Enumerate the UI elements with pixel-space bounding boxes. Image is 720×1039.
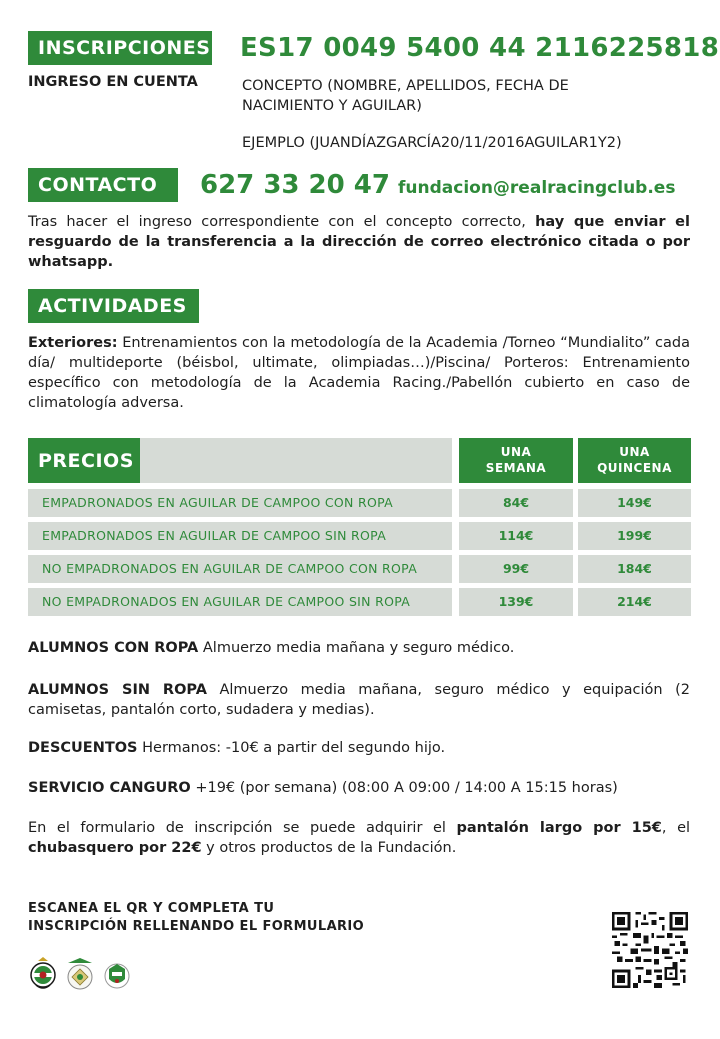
inscripciones-badge: INSCRIPCIONES	[28, 31, 212, 65]
aguilar-crest-icon	[64, 955, 96, 993]
row-price-quincena: 149€	[578, 489, 691, 517]
actividades-bold: Exteriores:	[28, 335, 118, 351]
sin-ropa-title: ALUMNOS SIN ROPA	[28, 682, 207, 698]
intro-bold: hay que enviar el resguardo de la transferencia a la dirección de correo electrónico citada o por whatsapp.	[28, 214, 690, 270]
row-price-quincena: 214€	[578, 588, 691, 616]
row-price-semana: 99€	[459, 555, 573, 583]
row-label: EMPADRONADOS EN AGUILAR DE CAMPOO CON ROPA	[28, 489, 452, 517]
form-text-3: y otros productos de la Fundación.	[201, 840, 457, 856]
sin-ropa-paragraph	[28, 680, 690, 720]
foundation-crest-icon	[102, 955, 132, 993]
descuentos-paragraph	[28, 738, 690, 758]
row-price-semana: 139€	[459, 588, 573, 616]
canguro-title: SERVICIO CANGURO	[28, 780, 191, 796]
con-ropa-title: ALUMNOS CON ROPA	[28, 640, 199, 656]
racing-crest-icon	[28, 955, 58, 993]
col-quincena-line1: UNA	[619, 445, 650, 459]
col-semana-line2: SEMANA	[485, 461, 547, 475]
con-ropa-text: Almuerzo media mañana y seguro médico.	[198, 640, 515, 656]
row-price-semana: 84€	[459, 489, 573, 517]
form-bold-1: pantalón largo por 15€	[456, 820, 662, 836]
row-price-semana: 114€	[459, 522, 573, 550]
intro-normal: Tras hacer el ingreso correspondiente con el concepto correcto,	[28, 214, 536, 230]
intro-paragraph	[28, 212, 690, 272]
precios-badge: PRECIOS	[28, 438, 140, 483]
scan-instructions	[28, 900, 364, 936]
scan-line-1: ESCANEA EL QR Y COMPLETA TU	[28, 901, 275, 916]
col-quincena-line2: QUINCENA	[597, 461, 672, 475]
actividades-text: Entrenamientos con la metodología de la Academia /Torneo “Mundialito” cada día/ multideporte (béisbol, ultimate, olimpiadas…)/Piscina/ Porteros: Entrenamiento específico con metodología de la Academia Racing./Pabellón cubierto en caso de climatología adversa.	[28, 335, 690, 411]
form-bold-2: chubasquero por 22€	[28, 840, 202, 856]
canguro-text: +19€ (por semana) (08:00 A 09:00 / 14:00 A 15:15 horas)	[190, 780, 618, 796]
actividades-paragraph	[28, 333, 690, 413]
contacto-badge: CONTACTO	[28, 168, 178, 202]
descuentos-text: Hermanos: -10€ a partir del segundo hijo.	[137, 740, 446, 756]
sin-ropa-text: Almuerzo media mañana, seguro médico y equipación (2 camisetas, pantalón corto, sudadera y medias).	[28, 682, 690, 718]
email-address[interactable]: fundacion@realracingclub.es	[398, 178, 676, 198]
row-label: NO EMPADRONADOS EN AGUILAR DE CAMPOO SIN ROPA	[28, 588, 452, 616]
row-price-quincena: 184€	[578, 555, 691, 583]
col-header-quincena	[578, 438, 691, 483]
iban-number: ES17 0049 5400 44 2116225818	[240, 33, 720, 63]
qr-code-icon[interactable]	[612, 912, 688, 988]
ejemplo-text: EJEMPLO (JUANDÍAZGARCÍA20/11/2016AGUILAR1Y2)	[242, 135, 622, 151]
formulario-paragraph	[28, 818, 690, 858]
col-header-semana	[459, 438, 573, 483]
form-text-1: En el formulario de inscripción se puede adquirir el	[28, 820, 457, 836]
con-ropa-paragraph	[28, 638, 690, 658]
scan-line-2: INSCRIPCIÓN RELLENANDO EL FORMULARIO	[28, 919, 365, 934]
ingreso-label: INGRESO EN CUENTA	[28, 74, 198, 90]
row-label: NO EMPADRONADOS EN AGUILAR DE CAMPOO CON ROPA	[28, 555, 452, 583]
col-semana-line1: UNA	[500, 445, 532, 459]
phone-number: 627 33 20 47	[200, 170, 390, 200]
form-text-2: , el	[661, 820, 691, 836]
canguro-paragraph	[28, 778, 690, 798]
concepto-text: CONCEPTO (NOMBRE, APELLIDOS, FECHA DE NACIMIENTO Y AGUILAR)	[242, 78, 569, 114]
actividades-badge: ACTIVIDADES	[28, 289, 199, 323]
row-price-quincena: 199€	[578, 522, 691, 550]
row-label: EMPADRONADOS EN AGUILAR DE CAMPOO SIN ROPA	[28, 522, 452, 550]
descuentos-title: DESCUENTOS	[28, 740, 138, 756]
